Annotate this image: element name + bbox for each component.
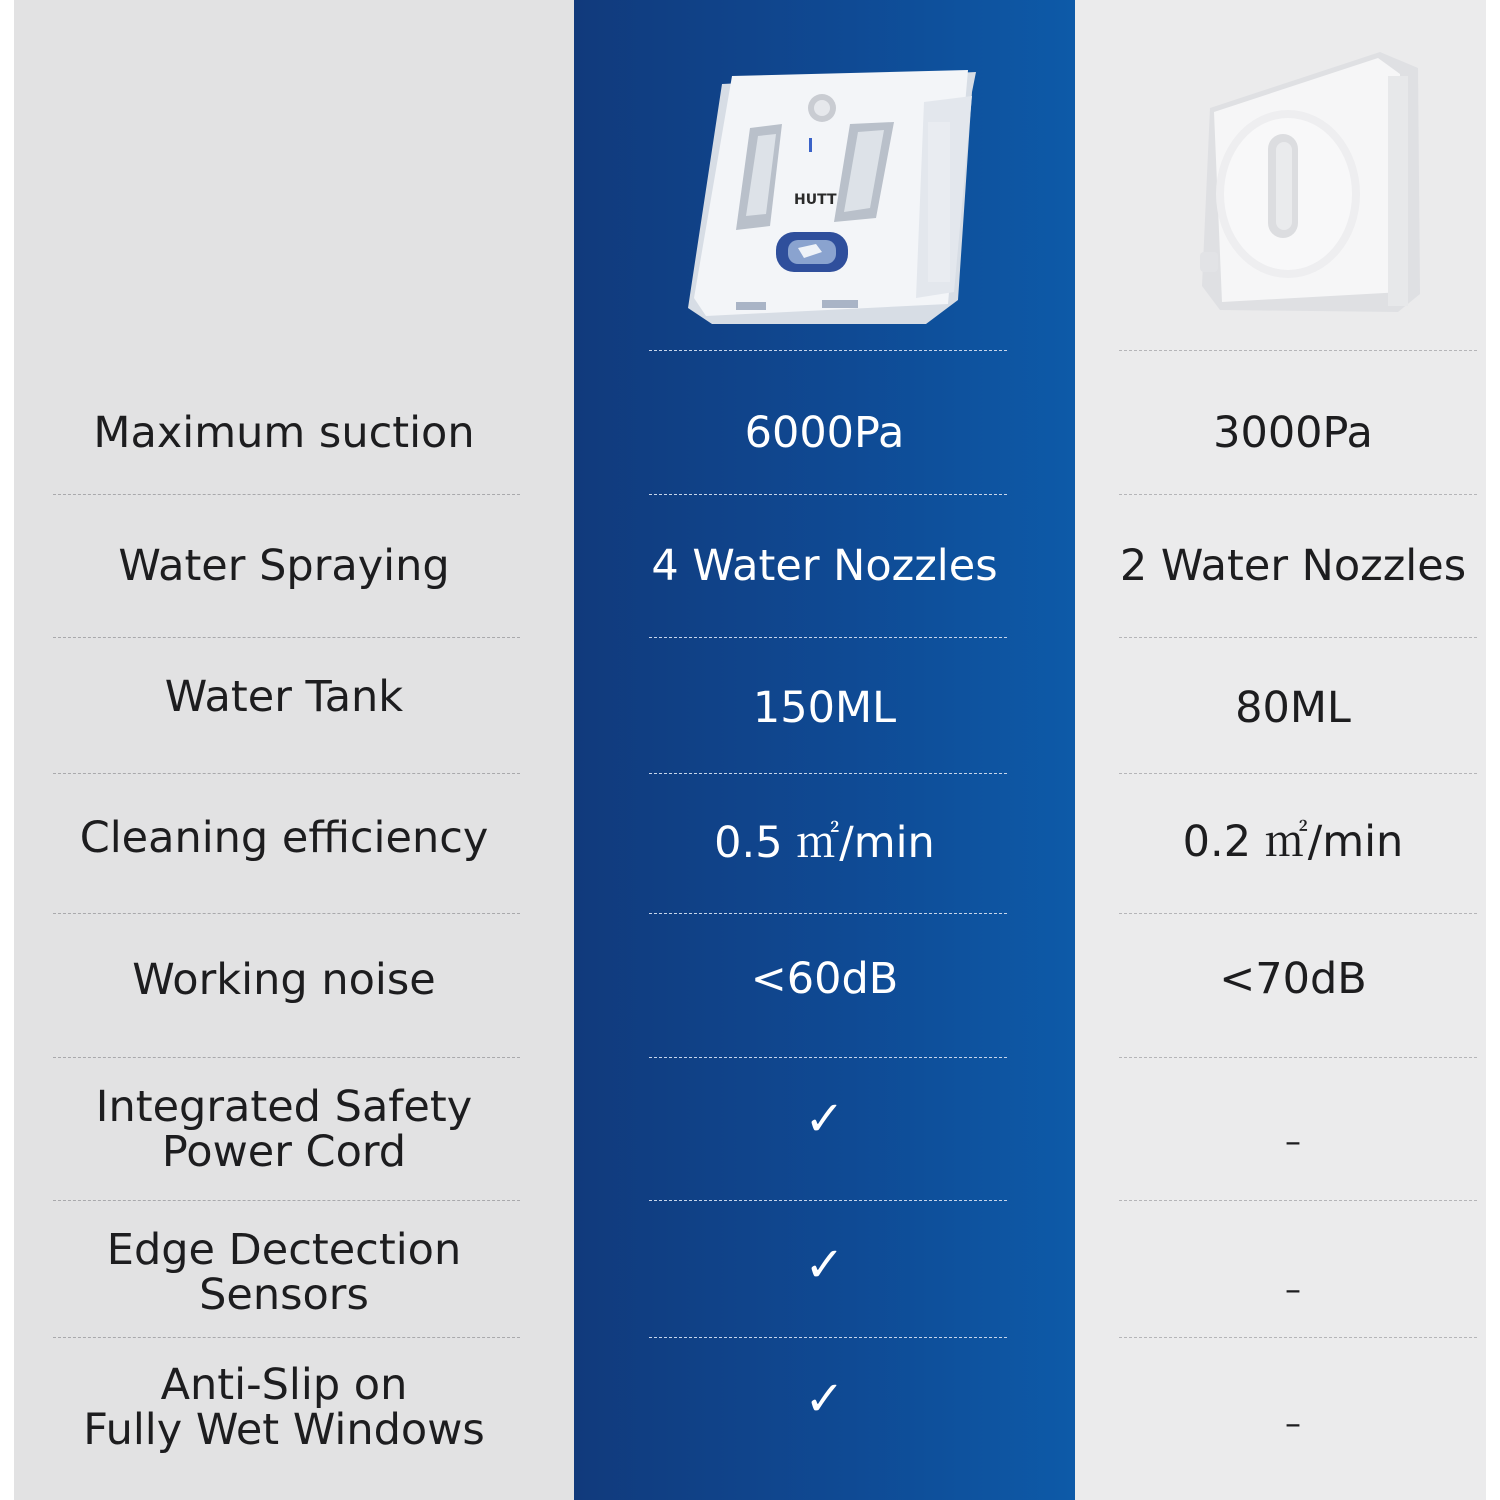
separator — [53, 494, 520, 495]
hutt-water-tank: 150ML — [752, 682, 897, 733]
label-maximum-suction: Maximum suction — [93, 407, 475, 458]
other-maximum-suction: 3000Pa — [1213, 407, 1373, 458]
label-cleaning-efficiency: Cleaning efficiency — [79, 812, 489, 863]
hutt-cleaning-efficiency: 0.5 ㎡/min — [714, 817, 935, 868]
separator — [1119, 1057, 1477, 1058]
hutt-anti-slip-check-icon: ✓ — [804, 1370, 845, 1427]
separator — [53, 773, 520, 774]
separator — [649, 1200, 1007, 1201]
separator — [53, 637, 520, 638]
separator — [53, 1057, 520, 1058]
hutt-power-cord-check-icon: ✓ — [804, 1090, 845, 1147]
other-working-noise: <70dB — [1219, 953, 1367, 1004]
hutt-window-robot-image — [676, 62, 988, 332]
separator — [1119, 350, 1477, 351]
hutt-water-spraying: 4 Water Nozzles — [651, 540, 998, 591]
other-power-cord-dash: – — [1285, 1121, 1301, 1160]
separator — [1119, 1337, 1477, 1338]
other-water-spraying: 2 Water Nozzles — [1119, 540, 1467, 591]
other-window-robot-image — [1192, 46, 1424, 322]
hutt-maximum-suction: 6000Pa — [744, 407, 905, 458]
hutt-edge-sensors-check-icon: ✓ — [804, 1236, 845, 1293]
separator — [649, 494, 1007, 495]
separator — [649, 913, 1007, 914]
label-integrated-safety-power-cord: Integrated Safety Power Cord — [95, 1082, 473, 1177]
other-edge-sensors-dash: – — [1285, 1269, 1301, 1308]
label-water-tank: Water Tank — [164, 671, 404, 722]
separator — [1119, 1200, 1477, 1201]
separator — [53, 1200, 520, 1201]
separator — [1119, 773, 1477, 774]
separator — [1119, 637, 1477, 638]
label-working-noise: Working noise — [132, 954, 436, 1005]
other-cleaning-efficiency: 0.2 ㎡/min — [1182, 816, 1404, 867]
other-water-tank: 80ML — [1235, 682, 1351, 733]
separator — [53, 1337, 520, 1338]
separator — [1119, 494, 1477, 495]
separator — [649, 350, 1007, 351]
separator — [1119, 913, 1477, 914]
separator — [649, 1337, 1007, 1338]
other-anti-slip-dash: – — [1285, 1403, 1301, 1442]
svg-text:HUTT: HUTT — [794, 192, 837, 208]
label-edge-detection-sensors: Edge Dectection Sensors — [106, 1225, 462, 1320]
label-anti-slip-wet-windows: Anti-Slip on Fully Wet Windows — [83, 1360, 485, 1455]
separator — [649, 773, 1007, 774]
label-water-spraying: Water Spraying — [118, 540, 450, 591]
separator — [649, 1057, 1007, 1058]
separator — [53, 913, 520, 914]
separator — [649, 637, 1007, 638]
hutt-working-noise: <60dB — [750, 953, 899, 1004]
